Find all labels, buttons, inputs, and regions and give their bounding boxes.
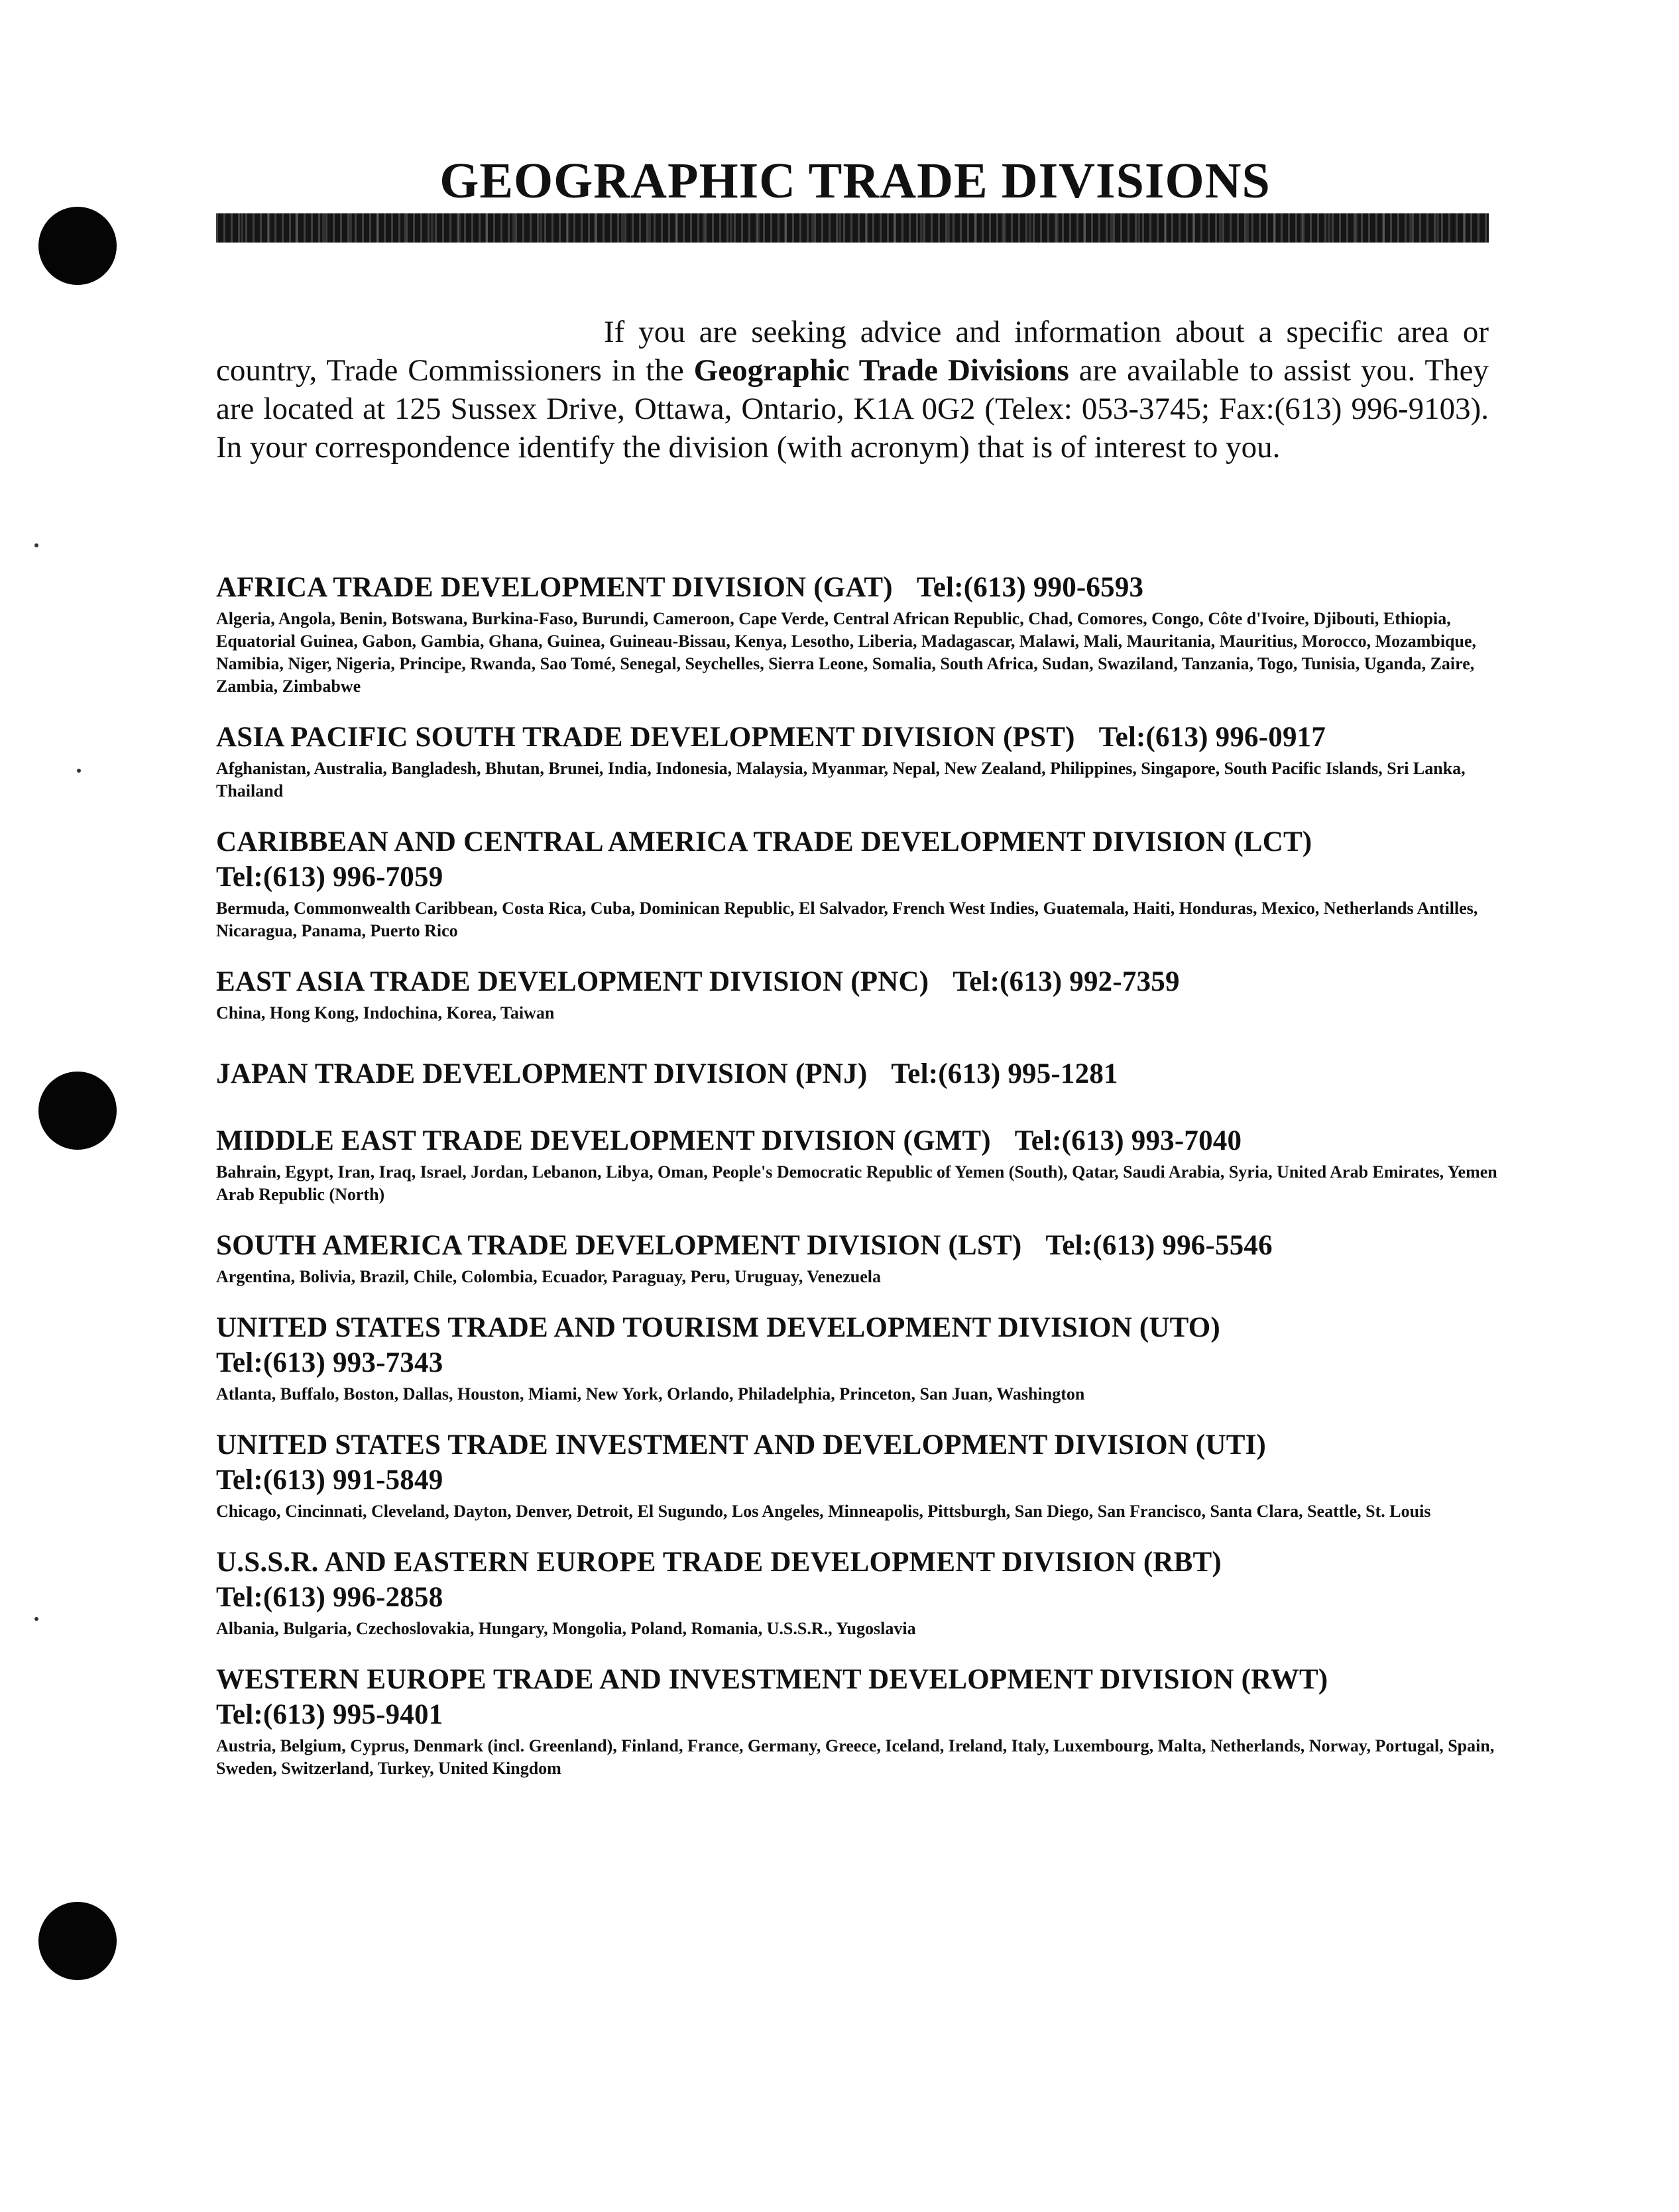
division-countries: Argentina, Bolivia, Brazil, Chile, Colombia, Ecuador, Paraguay, Peru, Uruguay, Venezuela (216, 1267, 881, 1286)
division-name: SOUTH AMERICA TRADE DEVELOPMENT DIVISION (LST) (216, 1230, 1022, 1261)
division-countries: Afghanistan, Australia, Bangladesh, Bhutan, Brunei, India, Indonesia, Malaysia, Myanmar, Nepal, New Zealand, Philippines, Singapore, South Pacific Islands, Sri Lanka, Thailand (216, 759, 1466, 801)
division-heading (216, 964, 1502, 999)
division-rbt (216, 1545, 1502, 1640)
division-uti (216, 1427, 1502, 1523)
division-countries: Bahrain, Egypt, Iran, Iraq, Israel, Jordan, Lebanon, Libya, Oman, People's Democratic Republic of Yemen (South), Qatar, Saudi Arabia, Syria, United Arab Emirates, Yemen Arab Republic (North) (216, 1162, 1497, 1204)
division-lst (216, 1228, 1502, 1288)
division-heading (216, 1545, 1502, 1615)
scan-speck (34, 543, 38, 547)
division-telephone: Tel:(613) 996-5546 (1045, 1230, 1273, 1261)
division-telephone: Tel:(613) 996-2858 (216, 1582, 443, 1613)
division-telephone: Tel:(613) 995-1281 (891, 1058, 1118, 1089)
division-telephone: Tel:(613) 992-7359 (953, 966, 1180, 997)
division-name: MIDDLE EAST TRADE DEVELOPMENT DIVISION (GMT) (216, 1125, 991, 1156)
intro-text-end: are available to assist you. They are located at 125 Sussex Drive, Ottawa, Ontario, K1A 0G2 (Telex: 053-3745; Fax:(613) 996-9103). In your correspondence identify the division (with acronym) that is of interest to you. (216, 353, 1489, 465)
division-countries: Atlanta, Buffalo, Boston, Dallas, Houston, Miami, New York, Orlando, Philadelphia, Princeton, San Juan, Washington (216, 1384, 1085, 1404)
division-heading (216, 1056, 1502, 1091)
division-name: U.S.S.R. AND EASTERN EUROPE TRADE DEVELOPMENT DIVISION (RBT) (216, 1547, 1222, 1578)
division-name: AFRICA TRADE DEVELOPMENT DIVISION (GAT) (216, 572, 893, 603)
division-heading (216, 1123, 1502, 1158)
division-telephone: Tel:(613) 993-7343 (216, 1347, 443, 1378)
division-name: CARIBBEAN AND CENTRAL AMERICA TRADE DEVELOPMENT DIVISION (LCT) (216, 826, 1312, 857)
division-name: EAST ASIA TRADE DEVELOPMENT DIVISION (PNC) (216, 966, 929, 997)
punch-hole (38, 1902, 117, 1980)
division-name: JAPAN TRADE DEVELOPMENT DIVISION (PNJ) (216, 1058, 868, 1089)
division-countries: China, Hong Kong, Indochina, Korea, Taiwan (216, 1003, 555, 1023)
division-name: WESTERN EUROPE TRADE AND INVESTMENT DEVELOPMENT DIVISION (RWT) (216, 1664, 1328, 1695)
division-heading (216, 1310, 1502, 1380)
division-telephone: Tel:(613) 993-7040 (1014, 1125, 1242, 1156)
division-pnj (216, 1056, 1502, 1091)
division-telephone: Tel:(613) 996-0917 (1098, 722, 1326, 753)
division-countries: Austria, Belgium, Cyprus, Denmark (incl. Greenland), Finland, France, Germany, Greece, Iceland, Ireland, Italy, Luxembourg, Malta, Netherlands, Norway, Portugal, Spain, Sweden, Switzerland, Turkey, United Kingdom (216, 1736, 1495, 1778)
division-telephone: Tel:(613) 990-6593 (916, 572, 1144, 603)
division-list (216, 570, 1502, 1802)
division-telephone: Tel:(613) 991-5849 (216, 1465, 443, 1496)
division-name: UNITED STATES TRADE INVESTMENT AND DEVELOPMENT DIVISION (UTI) (216, 1429, 1267, 1461)
division-lct (216, 824, 1502, 942)
division-countries: Algeria, Angola, Benin, Botswana, Burkina-Faso, Burundi, Cameroon, Cape Verde, Central African Republic, Chad, Comores, Congo, Côte d'Ivoire, Djibouti, Ethiopia, Equatorial Guinea, Gabon, Gambia, Ghana, Guinea, Guineau-Bissau, Kenya, Lesotho, Liberia, Madagascar, Malawi, Mali, Mauritania, Mauritius, Morocco, Mozambique, Namibia, Niger, Nigeria, Principe, Rwanda, Sao Tomé, Senegal, Seychelles, Sierra Leone, Somalia, South Africa, Sudan, Swaziland, Tanzania, Togo, Tunisia, Uganda, Zaire, Zambia, Zimbabwe (216, 609, 1476, 696)
division-countries: Chicago, Cincinnati, Cleveland, Dayton, Denver, Detroit, El Sugundo, Los Angeles, Minneapolis, Pittsburgh, San Diego, San Francisco, Santa Clara, Seattle, St. Louis (216, 1502, 1431, 1521)
title-underline-bar (216, 213, 1489, 243)
division-heading (216, 824, 1502, 895)
division-pnc (216, 964, 1502, 1024)
division-countries: Albania, Bulgaria, Czechoslovakia, Hungary, Mongolia, Poland, Romania, U.S.S.R., Yugoslavia (216, 1619, 916, 1638)
division-pst (216, 720, 1502, 802)
division-gmt (216, 1123, 1502, 1206)
intro-emphasis: Geographic Trade Divisions (693, 353, 1069, 388)
division-heading (216, 720, 1502, 755)
division-heading (216, 1427, 1502, 1498)
intro-text-start: If you are seeking advice and information about a specific area or country, Trade Commissioners in the (216, 315, 1489, 388)
division-heading (216, 1228, 1502, 1263)
division-rwt (216, 1662, 1502, 1780)
intro-paragraph (216, 313, 1489, 467)
punch-hole (38, 207, 117, 285)
division-countries: Bermuda, Commonwealth Caribbean, Costa Rica, Cuba, Dominican Republic, El Salvador, French West Indies, Guatemala, Haiti, Honduras, Mexico, Netherlands Antilles, Nicaragua, Panama, Puerto Rico (216, 899, 1478, 940)
division-name: UNITED STATES TRADE AND TOURISM DEVELOPMENT DIVISION (UTO) (216, 1312, 1220, 1343)
division-telephone: Tel:(613) 996-7059 (216, 861, 443, 893)
punch-hole (38, 1072, 117, 1150)
division-name: ASIA PACIFIC SOUTH TRADE DEVELOPMENT DIVISION (PST) (216, 722, 1075, 753)
scan-speck (77, 769, 81, 773)
scan-speck (34, 1617, 38, 1621)
division-uto (216, 1310, 1502, 1406)
division-heading (216, 1662, 1502, 1732)
division-heading (216, 570, 1502, 605)
division-gat (216, 570, 1502, 698)
page-title: GEOGRAPHIC TRADE DIVISIONS (439, 153, 1271, 209)
division-telephone: Tel:(613) 995-9401 (216, 1699, 443, 1730)
